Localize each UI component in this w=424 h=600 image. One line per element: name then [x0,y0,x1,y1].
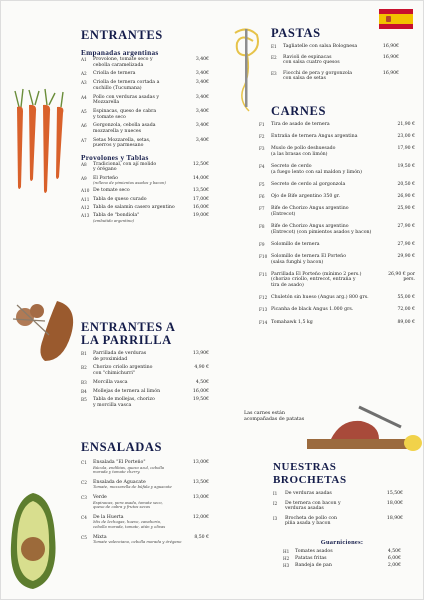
item-price: 25,90 € [397,206,415,212]
item-description [93,495,185,510]
item-line: Criolla de ternera [93,71,136,77]
item-code: F6 [259,194,265,200]
item-description [271,206,391,217]
item-line: Tradicional, con ají molido [93,161,157,167]
item-line: Solomillo de ternera [271,241,320,247]
item-line: Mozzarella [93,100,120,106]
item-price: 3,40€ [195,94,209,100]
item-description [283,44,375,50]
menu-item-a2 [81,71,209,77]
item-code: A3 [81,80,87,86]
item-code: F2 [259,134,265,140]
item-code: I3 [273,515,278,521]
item-description [93,351,185,362]
item-code: A6 [81,123,87,129]
menu-item-c1 [81,460,209,475]
menu-item-b3 [81,380,209,386]
item-price: 26,90 € [397,194,415,200]
item-line: Parrillada de verduras [93,351,147,356]
item-price: 4,90 € [194,365,209,371]
item-price: 2,00€ [387,562,401,568]
pastas-section [271,27,399,82]
item-code: F14 [259,319,268,325]
sausage-illustration [9,295,81,367]
item-description [271,134,391,140]
menu-item-a9 [81,176,209,186]
item-line: tira de asado) [271,283,304,289]
item-code: F10 [259,254,268,260]
menu-item-a12 [81,205,209,211]
item-description [285,501,379,512]
item-code: C5 [81,534,87,540]
item-line: Pollo con verduras asadas y [93,94,160,100]
menu-item-b4 [81,389,209,395]
item-subtext: Espinacas, pera asada, tomate seco, [93,499,163,505]
item-line: Tabla de queso curado [93,196,147,202]
item-description [271,146,391,157]
item-line: Secreto de cerdo [271,164,312,170]
item-description [93,57,185,68]
item-description [93,197,185,203]
item-subtext: Tomate valenciano, cebolla morada y órégano [93,539,182,545]
menu-item-f11 [259,272,415,289]
item-code: F3 [259,146,265,152]
item-description [93,123,185,134]
parrilla-section [81,321,209,409]
item-code: A2 [81,71,87,77]
menu-item-a6 [81,123,209,134]
item-subtext: cebolla morada, tomate, atún y olivas [93,523,166,529]
item-code: F7 [259,206,265,212]
item-line: Parrillada El Porteño (mínimo 2 pers.) [271,271,362,277]
item-line: Tagliatelle con salsa Bolognesa [283,44,358,49]
menu-item-f9 [259,242,415,248]
menu-item-f4 [259,164,415,175]
menu-item-f14 [259,320,415,326]
item-price: 16,90€ [382,54,399,60]
menu-item-f7 [259,206,415,217]
item-code: C1 [81,460,87,465]
item-price: 3,40€ [195,71,209,77]
item-line: verduras asadas [285,506,324,512]
ensaladas-title: ENSALADAS [81,440,163,454]
item-price: 27,90 € [397,224,415,230]
item-price: 13,50€ [192,188,209,194]
item-description [271,295,391,301]
meat-cutting-illustration [301,399,423,459]
item-description [271,320,391,326]
item-description [295,549,377,555]
empanadas-list [81,57,209,149]
item-code: I2 [273,500,278,506]
item-line: Ojo de Bife argentino 350 gr. [271,194,341,200]
item-line: Ravioli de espinacas [283,54,332,60]
item-line: y tomate seco [93,114,126,120]
item-code: A9 [81,175,87,181]
item-description [93,365,185,376]
item-line: Bandeja de pan [295,562,332,568]
item-description [271,272,375,289]
item-line: Setas Mozzarella, setas, [93,137,151,143]
item-price: 19,50 € [397,164,415,170]
item-code: F13 [259,307,268,313]
parrilla-list [81,351,209,409]
item-price: 27,90 € [397,241,415,247]
item-line: cebolla caramelizada [93,62,144,68]
item-description [271,122,391,128]
item-description [93,109,185,120]
item-line: y morcilla vasca [93,402,132,408]
item-line: Mixta [93,534,107,540]
item-price: 4,50€ [195,379,209,385]
item-line: El Porteño [93,175,118,181]
item-subtext: Tomate, mozzarella de búfala y aguacate [93,484,172,490]
item-code: B5 [81,397,87,403]
item-description [283,55,375,66]
item-code: E3 [271,70,277,76]
item-line: De ternera con bacon y [285,500,341,506]
item-price: 16,90€ [382,44,399,49]
parrilla-title-line1: ENTRANTES A [81,320,176,334]
item-code: A11 [81,196,90,202]
item-line: piña asada y bacon [285,521,331,527]
menu-item-h3 [283,563,401,569]
item-line: Verde [93,494,107,500]
item-line: Entraña de ternera Angus argentina [271,134,358,140]
item-description [93,205,185,211]
item-description [285,516,379,527]
item-description [93,95,185,106]
item-code: F4 [259,164,265,170]
menu-item-b5 [81,397,209,408]
item-code: B1 [81,351,87,356]
item-code: H2 [283,555,290,561]
item-line: (a las brasas con limón) [271,151,328,157]
item-price: 26,90 € por pers. [388,271,415,283]
item-line: Chorizo criollo argentino [93,365,153,371]
menu-item-f13 [259,307,415,313]
item-description [271,194,391,200]
menu-item-a11 [81,197,209,203]
item-price: 89,00 € [397,319,415,325]
brochetas-section [273,461,403,527]
item-line: Tabla de salamín casero argentino [93,204,175,210]
item-line: Patatas fritas [295,555,327,561]
item-line: Provolone, tomate seco y [93,57,153,62]
carrots-illustration [7,87,77,197]
menu-item-f10 [259,254,415,265]
item-line: De la Huerta [93,514,124,520]
item-line: Chuletón sin hueso (Angus arg.) 800 grs. [271,295,369,301]
item-line: Bife de Chorizo Angus argentino [271,224,349,230]
item-price: 16,90€ [382,70,399,76]
menu-item-e3 [271,71,399,82]
menu-item-a3 [81,80,209,91]
item-code: A5 [81,108,87,114]
item-line: Tabla de "bondiola" [93,212,140,218]
carnes-note: Las carnes están acompañadas de patatas [244,411,305,422]
menu-item-f12 [259,295,415,301]
item-subtext: Rúcula, endibias, queso azul, cebolla [93,464,165,470]
item-description [93,480,185,490]
item-line: Gorgonzola, cebolla asada [93,123,156,129]
item-code: A8 [81,161,87,167]
item-code: A1 [81,57,87,62]
item-code: I1 [273,491,278,496]
item-description [271,254,391,265]
item-price: 3,40€ [195,137,209,143]
ensaladas-section [81,441,209,545]
menu-item-f3 [259,146,415,157]
item-code: F11 [259,271,268,277]
item-code: A13 [81,212,90,218]
menu-item-f8 [259,224,415,235]
menu-item-e1 [271,44,399,50]
menu-item-h1 [283,549,401,555]
item-price: 19,00€ [192,212,209,218]
menu-item-f1 [259,122,415,128]
item-subtext: queso de cabra y frutos secos [93,504,151,510]
item-description [93,138,185,149]
item-code: A10 [81,188,90,194]
menu-item-c3 [81,495,209,510]
item-description [93,389,185,395]
item-description [295,556,377,562]
guarniciones-section [283,537,401,568]
item-code: H3 [283,562,290,568]
item-line: Mollejas de ternera al limón [93,388,161,394]
item-line: (salsa funghi y bacon) [271,259,324,265]
provolones-list [81,162,209,223]
item-line: Muslo de pollo deshuesado [271,146,336,152]
pastas-title: PASTAS [271,26,321,40]
menu-item-f2 [259,134,415,140]
item-line: y órégano [93,167,117,173]
menu-item-a10 [81,188,209,194]
menu-item-c5 [81,535,209,545]
item-price: 16,00€ [192,388,209,394]
brochetas-title: NUESTRAS BROCHETAS [273,461,347,486]
item-line: Criolla de ternera cortada a [93,80,160,86]
item-code: F8 [259,224,265,230]
item-description [271,224,391,235]
item-line: mozzarella y nueces [93,128,142,134]
menu-item-a7 [81,138,209,149]
item-code: A4 [81,94,87,100]
item-subtext: (embutido argentino) [93,217,135,223]
item-line: Secreto de cerdo al gorgonzola [271,181,346,187]
item-line: cuchillo (Tucumana) [93,85,142,91]
item-price: 29,90 € [397,254,415,260]
item-price: 17,90 € [397,146,415,152]
menu-item-i1 [273,491,403,497]
item-price: 13,50€ [192,479,209,485]
item-description [283,71,375,82]
item-line: Espinacas, queso de cabra [93,108,157,114]
carnes-title: CARNES [271,104,326,118]
menu-item-a13 [81,213,209,223]
item-line: Bife de Chorizo Angus argentino [271,206,349,212]
item-line: (chorizo criollo, entrecot, entraña y [271,277,356,283]
menu-item-f6 [259,194,415,200]
item-line: (a fuego lento con sal maldon y limón) [271,169,362,175]
menu-item-a5 [81,109,209,120]
item-price: 72,00 € [397,307,415,313]
ensaladas-list [81,460,209,545]
carnes-list [259,122,415,325]
empanadas-title: Empanadas argentinas [81,48,159,57]
item-line: con salsa cuatro quesos [283,60,340,66]
item-code: B2 [81,365,87,371]
item-line: De tomate seco [93,188,130,194]
item-code: B4 [81,388,87,394]
item-line: Tabla de mollejas, chorizo [93,397,155,403]
item-price: 3,40€ [195,57,209,62]
item-price: 6,00€ [387,555,401,561]
item-line: con "chimichurri" [93,370,135,376]
item-code: E2 [271,54,277,60]
menu-item-i2 [273,501,403,512]
item-code: B3 [81,379,87,385]
entrantes-title: ENTRANTES [81,28,163,42]
item-price: 8,50 € [194,534,209,540]
menu-item-e2 [271,55,399,66]
parrilla-title-line2: LA PARRILLA [81,333,172,347]
menu-item-b2 [81,365,209,376]
item-line: Ensalada "El Porteño" [93,460,146,465]
item-line: (Entrecot) (con pimientos asados y bacon) [271,229,372,235]
item-price: 18,90€ [386,515,403,521]
item-price: 13,90€ [192,351,209,356]
item-line: Tira de asado de ternera [271,122,330,127]
item-subtext: (relleno de pimientos asados y bacon) [93,180,166,186]
item-price: 20,50 € [397,181,415,187]
item-subtext: morada y tomate cherry. [93,469,141,475]
carnes-section [259,105,415,325]
item-price: 17,00€ [192,196,209,202]
menu-item-a4 [81,95,209,106]
item-description [271,242,391,248]
item-code: A12 [81,204,90,210]
item-description [93,515,185,530]
menu-item-f5 [259,182,415,188]
item-description [295,563,377,569]
item-description [93,535,185,545]
menu-item-b1 [81,351,209,362]
item-code: F1 [259,122,265,127]
item-description [93,213,185,223]
item-price: 16,00€ [192,204,209,210]
item-price: 19,50€ [192,397,209,403]
item-price: 12,00€ [192,514,209,520]
item-description [93,380,185,386]
spain-flag-icon[interactable] [379,9,413,29]
item-price: 15,50€ [386,491,403,496]
item-price: 3,40€ [195,80,209,86]
item-code: C3 [81,494,87,500]
item-line: Morcilla vasca [93,379,128,385]
item-line: con salsa de setas [283,76,326,82]
item-price: 3,40€ [195,108,209,114]
menu-item-h2 [283,556,401,562]
item-line: (Entrecot) [271,211,296,217]
item-line: Picanha de black Angus 1.000 grs. [271,307,354,313]
item-description [271,182,391,188]
item-description [93,460,185,475]
menu-item-a1 [81,57,209,68]
item-code: E1 [271,44,277,49]
item-price: 21,90 € [397,122,415,127]
guarniciones-title: Guarniciones: [320,539,364,546]
item-code: H1 [283,549,290,554]
item-code: F12 [259,295,268,301]
provolones-title: Provolones y Tablas [81,152,149,162]
item-description [93,80,185,91]
item-code: C2 [81,479,87,485]
item-description [285,491,379,497]
item-price: 23,00 € [397,134,415,140]
item-line: Brocheta de pollo con [285,515,337,521]
item-price: 12,50€ [192,161,209,167]
item-description [93,397,185,408]
item-code: F9 [259,241,265,247]
item-price: 4,50€ [387,549,401,554]
item-line: Solomillo de ternera El Porteño [271,254,347,260]
item-price: 18,00€ [386,500,403,506]
item-description [271,307,391,313]
item-description [271,164,391,175]
item-price: 14,00€ [192,175,209,181]
item-description [93,71,185,77]
left-column [81,29,209,223]
item-line: puerros y parmesano [93,143,144,149]
item-subtext: Mix de lechugas, huevo, zanahoria, [93,519,162,525]
brochetas-list [273,491,403,527]
pasta-fork-illustration [227,23,267,115]
avocado-illustration [3,489,65,593]
item-code: C4 [81,514,87,520]
item-price: 55,00 € [397,295,415,301]
item-description [93,162,185,173]
menu-item-i3 [273,516,403,527]
item-code: A7 [81,137,87,143]
pastas-list [271,44,399,82]
guarniciones-list [283,549,401,568]
item-line: Tomates asados [295,549,333,554]
item-price: 13,00€ [192,460,209,465]
item-description [93,176,185,186]
item-price: 13,00€ [192,494,209,500]
menu-item-c2 [81,480,209,490]
item-code: F5 [259,181,265,187]
item-line: Ensalada de Aguacate [93,479,146,485]
item-description [93,188,185,194]
item-line: De verduras asadas [285,491,332,496]
item-line: Tomahawk 1,5 kg [271,319,313,325]
item-line: de proximidad [93,356,128,362]
item-line: Fiocchi de pera y gorgonzola [283,70,353,76]
item-price: 3,40€ [195,123,209,129]
menu-item-a8 [81,162,209,173]
menu-item-c4 [81,515,209,530]
